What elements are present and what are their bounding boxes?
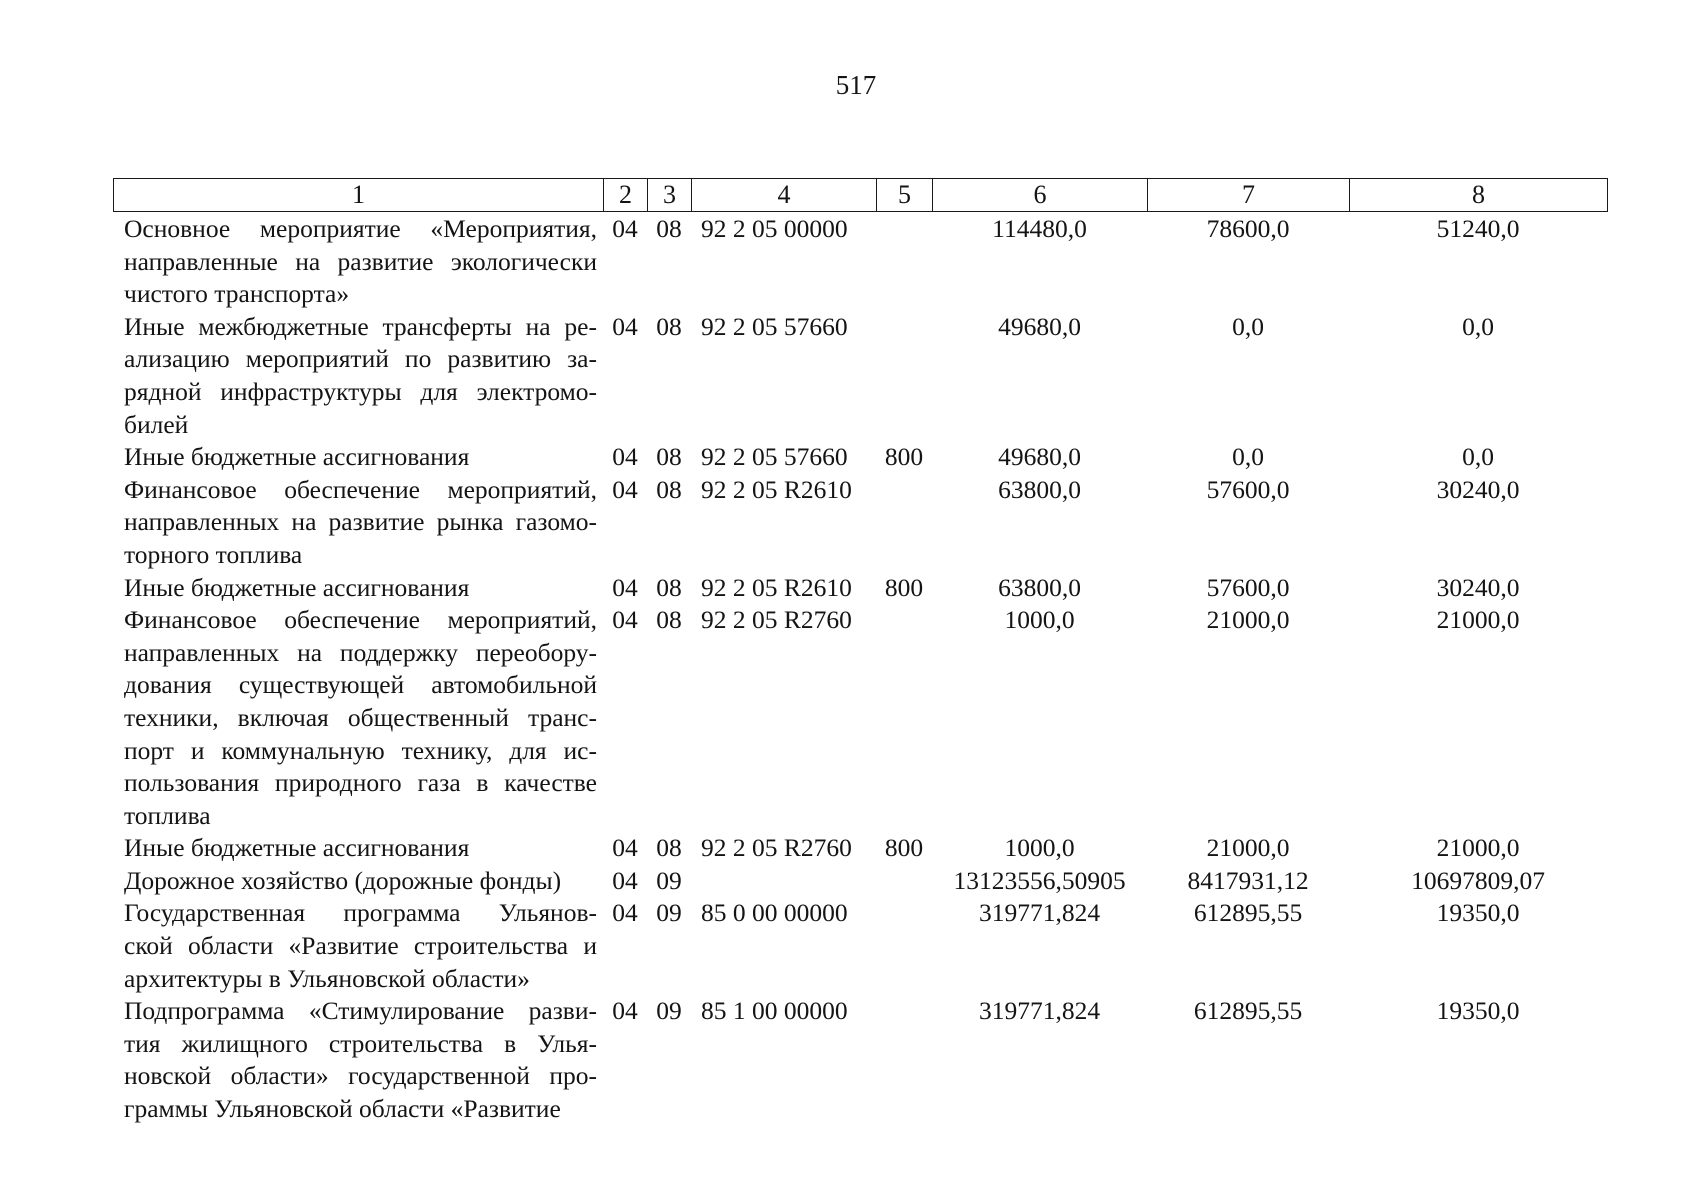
row-name [113, 995, 603, 1125]
amount-col-6: 1000,0 [1004, 833, 1075, 863]
amount-col-8: 30240,0 [1436, 572, 1520, 602]
row-name [113, 572, 603, 605]
table-row [113, 474, 1607, 572]
amount-col-6: 63800,0 [998, 474, 1081, 504]
header-col-7: 7 [1148, 179, 1350, 212]
row-name-line: Иные бюджетные ассигнования [124, 442, 470, 472]
section-code: 04 [612, 442, 638, 472]
amount-col-6: 49680,0 [998, 311, 1081, 341]
amount-col-7: 612895,55 [1193, 996, 1303, 1026]
section-code: 04 [612, 605, 638, 635]
table-row [113, 213, 1607, 311]
row-name-line: Государственная программа Ульянов- [124, 898, 597, 928]
expense-type-code [876, 311, 932, 441]
target-article-code: 85 1 00 00000 [701, 996, 848, 1026]
target-article-code: 92 2 05 R2610 [701, 474, 852, 504]
row-name-line: порт и коммунальную технику, для ис- [124, 735, 597, 765]
section-code: 04 [612, 898, 638, 928]
row-name [113, 441, 603, 474]
expense-type-code [876, 865, 932, 898]
row-name [113, 897, 603, 995]
row-name-line: граммы Ульяновской области «Развитие [124, 1094, 561, 1124]
row-name-line: торного топлива [124, 539, 303, 569]
amount-col-8: 0,0 [1462, 311, 1494, 341]
amount-col-8: 19350,0 [1436, 996, 1520, 1026]
subsection-code: 08 [656, 214, 682, 243]
amount-col-6: 1000,0 [1004, 605, 1075, 635]
amount-col-7: 21000,0 [1206, 605, 1290, 635]
expense-type-code: 800 [884, 833, 924, 863]
table-row [113, 604, 1607, 832]
header-col-5: 5 [877, 179, 933, 212]
row-name-line: направленных на развитие рынка газомо- [124, 507, 597, 537]
row-name-line: пользования природного газа в качестве [124, 768, 597, 798]
amount-col-7: 8417931,12 [1187, 865, 1309, 895]
row-name-line: ализацию мероприятий по развитию за- [124, 344, 597, 374]
amount-col-6: 114480,0 [992, 214, 1087, 243]
header-col-6: 6 [933, 179, 1148, 212]
section-code: 04 [612, 996, 638, 1026]
target-article-code: 92 2 05 R2610 [701, 572, 852, 602]
row-name-line: Иные бюджетные ассигнования [124, 572, 470, 602]
expense-type-code [876, 897, 932, 995]
row-name-line: чистого транспорта» [124, 279, 350, 309]
section-code: 04 [612, 833, 638, 863]
column-number-header [113, 178, 1608, 212]
amount-col-7: 57600,0 [1206, 474, 1290, 504]
row-name-line: Дорожное хозяйство (дорожные фонды) [124, 865, 562, 895]
section-code: 04 [612, 214, 638, 243]
amount-col-8: 21000,0 [1436, 833, 1520, 863]
target-article-code: 92 2 05 57660 [701, 311, 848, 341]
row-name [113, 213, 603, 311]
amount-col-7: 57600,0 [1206, 572, 1290, 602]
subsection-code: 08 [656, 833, 682, 863]
table-row [113, 865, 1607, 898]
amount-col-6: 13123556,50905 [953, 865, 1126, 895]
amount-col-8: 19350,0 [1436, 898, 1520, 928]
section-code: 04 [612, 311, 638, 341]
row-name-line: Финансовое обеспечение мероприятий, [124, 605, 597, 635]
expense-type-code [876, 213, 932, 311]
amount-col-8: 10697809,07 [1411, 865, 1545, 895]
row-name-line: направленные на развитие экологически [124, 246, 597, 276]
row-name-line: архитектуры в Ульяновской области» [124, 963, 530, 993]
amount-col-7: 21000,0 [1206, 833, 1290, 863]
row-name-line: дования существующей автомобильной [124, 670, 597, 700]
row-name-line: ской области «Развитие строительства и [124, 931, 597, 961]
row-name-line: техники, включая общественный транс- [124, 702, 597, 732]
target-article-code: 92 2 05 R2760 [701, 833, 852, 863]
header-col-2: 2 [604, 179, 648, 212]
table-row [113, 441, 1607, 474]
target-article-code [691, 865, 876, 898]
amount-col-6: 63800,0 [998, 572, 1081, 602]
subsection-code: 09 [656, 898, 682, 928]
amount-col-7: 0,0 [1232, 311, 1264, 341]
row-name-line: Иные межбюджетные трансферты на ре- [124, 311, 597, 341]
expense-type-code [876, 474, 932, 572]
expense-type-code: 800 [884, 572, 924, 602]
amount-col-8: 21000,0 [1436, 605, 1520, 635]
amount-col-8: 30240,0 [1436, 474, 1520, 504]
section-code: 04 [612, 865, 638, 895]
amount-col-8: 51240,0 [1436, 214, 1520, 243]
expense-type-code [876, 995, 932, 1125]
row-name-line: тия жилищного строительства в Улья- [124, 1028, 597, 1058]
row-name-line: Подпрограмма «Стимулирование разви- [124, 996, 597, 1026]
header-col-3: 3 [648, 179, 692, 212]
subsection-code: 09 [656, 996, 682, 1026]
amount-col-6: 319771,824 [978, 898, 1101, 928]
amount-col-7: 0,0 [1232, 442, 1264, 472]
subsection-code: 08 [656, 311, 682, 341]
table-row [113, 897, 1607, 995]
row-name [113, 604, 603, 832]
table-row [113, 995, 1607, 1125]
page-number: 517 [835, 70, 877, 100]
header-col-4: 4 [692, 179, 877, 212]
subsection-code: 08 [656, 474, 682, 504]
amount-col-6: 319771,824 [978, 996, 1101, 1026]
row-name-line: новской области» государственной про- [124, 1061, 597, 1091]
amount-col-7: 78600,0 [1206, 214, 1290, 243]
table-row [113, 832, 1607, 865]
amount-col-7: 612895,55 [1193, 898, 1303, 928]
target-article-code: 92 2 05 57660 [701, 442, 848, 472]
expense-type-code: 800 [884, 442, 924, 472]
budget-table [113, 213, 1607, 1126]
row-name-line: рядной инфраструктуры для электромо- [124, 376, 597, 406]
row-name [113, 474, 603, 572]
section-code: 04 [612, 572, 638, 602]
target-article-code: 92 2 05 R2760 [701, 605, 852, 635]
row-name-line: направленных на поддержку переобору- [124, 637, 597, 667]
row-name-line: Иные бюджетные ассигнования [124, 833, 470, 863]
subsection-code: 08 [656, 605, 682, 635]
row-name-line: Финансовое обеспечение мероприятий, [124, 474, 597, 504]
subsection-code: 08 [656, 442, 682, 472]
table-row [113, 311, 1607, 441]
target-article-code: 92 2 05 00000 [701, 214, 848, 243]
subsection-code: 09 [656, 865, 682, 895]
expense-type-code [876, 604, 932, 832]
target-article-code: 85 0 00 00000 [701, 898, 848, 928]
row-name-line: Основное мероприятие «Мероприятия, [124, 214, 597, 243]
row-name-line: билей [124, 409, 189, 439]
header-col-8: 8 [1350, 179, 1608, 212]
row-name [113, 311, 603, 441]
amount-col-6: 49680,0 [998, 442, 1081, 472]
row-name [113, 865, 603, 898]
amount-col-8: 0,0 [1462, 442, 1494, 472]
row-name [113, 832, 603, 865]
section-code: 04 [612, 474, 638, 504]
row-name-line: топлива [124, 800, 211, 830]
subsection-code: 08 [656, 572, 682, 602]
header-col-1: 1 [114, 179, 604, 212]
table-row [113, 572, 1607, 605]
